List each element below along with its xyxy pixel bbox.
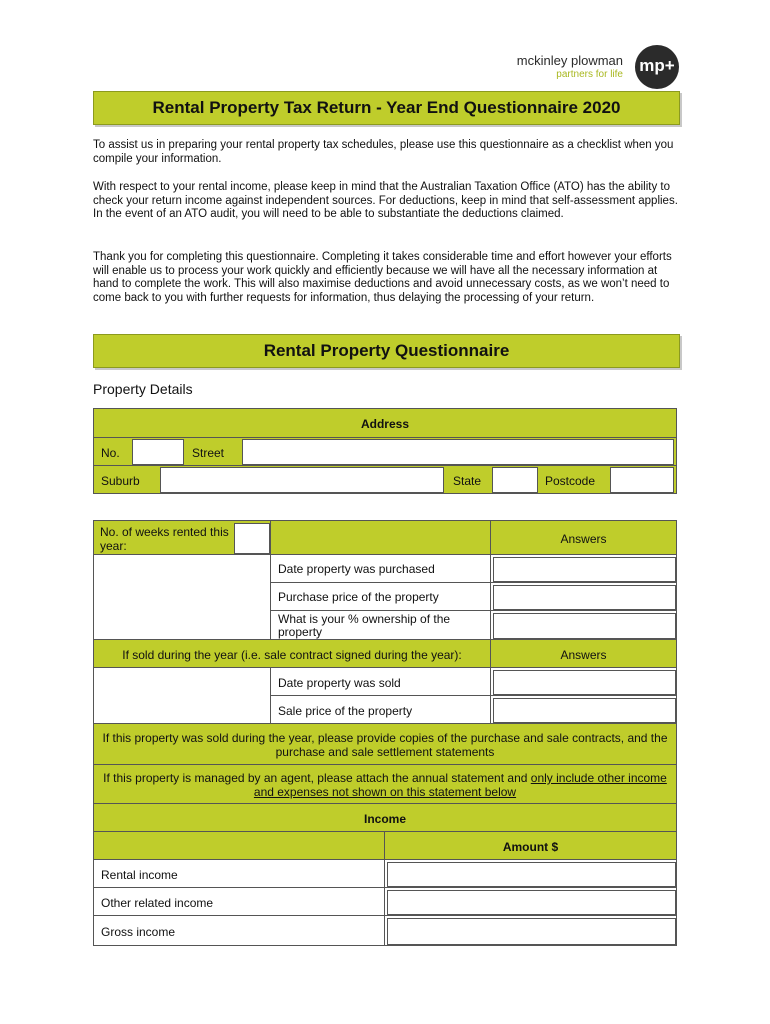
income-row: Other related income: [93, 887, 385, 916]
sold-note: If this property was sold during the year, please provide copies of the purchase and sale contracts, and the purchase and sale settlement statements: [93, 723, 677, 765]
ownership-input[interactable]: [493, 613, 676, 639]
weeks-label: No. of weeks rented this year:: [100, 525, 229, 553]
answer-cell: [490, 582, 677, 611]
section-title-bar: [93, 334, 680, 368]
logo-tagline: partners for life: [556, 69, 623, 80]
logo: [500, 45, 685, 89]
logo-name: mckinley plowman: [516, 53, 623, 68]
page-title: Rental Property Tax Return - Year End Questionnaire 2020: [152, 98, 621, 117]
address-no-label: No.: [101, 446, 120, 460]
income-heading: Income: [363, 812, 406, 826]
address-postcode-label: Postcode: [545, 474, 596, 488]
answer-cell: [490, 667, 677, 696]
agent-note: If this property is managed by an agent, please attach the annual statement and only include other income and expenses not shown on this statement below: [93, 764, 677, 804]
address-state-label: State: [453, 474, 482, 488]
weeks-input[interactable]: [234, 523, 270, 554]
sold-date-input[interactable]: [493, 670, 676, 695]
other-income-input[interactable]: [387, 890, 676, 915]
sold-label: If sold during the year (i.e. sale contract signed during the year):: [122, 648, 462, 662]
answer-cell: [490, 695, 677, 724]
amount-cell: [384, 887, 677, 916]
address-street-label: Street: [192, 446, 225, 460]
section-title: Rental Property Questionnaire: [263, 341, 510, 360]
answers-header-1: Answers: [490, 520, 677, 555]
intro-paragraph-3: Thank you for completing this questionnaire. Completing it takes considerable time and effort however your efforts will enable us to process your work quickly and efficiently because we will have all the necessary information at hand to complete the work. This will also maximise deductions and avoid unnecessary costs, as we won’t need to come back to you with further requests for information, thus delaying the processing of your return.: [93, 251, 672, 304]
sold-header: [93, 639, 491, 668]
income-row: Gross income: [93, 915, 385, 946]
gross-income-input[interactable]: [387, 918, 676, 945]
agent-note-emphasis: only include other income and expenses not shown on this statement below: [253, 771, 667, 799]
intro-paragraph-2: With respect to your rental income, please keep in mind that the Australian Taxation Office (ATO) has the ability to check your return income against independent sources. For deductions, keep in mind that self-assessment applies. In the event of an ATO audit, you will need to be able to substantiate the deductions claimed.: [93, 181, 678, 221]
amount-cell: [384, 859, 677, 888]
income-row: Rental income: [93, 859, 385, 888]
page-title-bar: [93, 91, 680, 125]
address-suburb-input[interactable]: [160, 467, 444, 493]
question-row: Purchase price of the property: [270, 582, 491, 611]
intro-paragraph-1: To assist us in preparing your rental property tax schedules, please use this questionnaire as a checklist when you compile your information.: [93, 139, 674, 165]
purchase-date-input[interactable]: [493, 557, 676, 582]
answer-cell: [490, 610, 677, 640]
purchase-blank-cell: [93, 554, 271, 640]
weeks-label-cell: [93, 520, 271, 555]
address-postcode-input[interactable]: [610, 467, 674, 493]
address-table: [93, 408, 677, 494]
income-blank-header: [93, 831, 385, 860]
logo-mark: mp+: [635, 45, 679, 89]
amount-header: Amount $: [384, 831, 677, 860]
address-suburb-label: Suburb: [101, 474, 140, 488]
sold-blank-cell: [93, 667, 271, 724]
purchase-price-input[interactable]: [493, 585, 676, 610]
question-row: Sale price of the property: [270, 695, 491, 724]
answer-cell: [490, 554, 677, 583]
answers-header-2: Answers: [490, 639, 677, 668]
address-state-input[interactable]: [492, 467, 538, 493]
income-heading-cell: [93, 803, 677, 832]
question-row: Date property was sold: [270, 667, 491, 696]
weeks-blank-cell: [270, 520, 491, 555]
question-row: What is your % ownership of the property: [270, 610, 491, 640]
rental-income-input[interactable]: [387, 862, 676, 887]
sale-price-input[interactable]: [493, 698, 676, 723]
question-row: Date property was purchased: [270, 554, 491, 583]
section-subtitle: Property Details: [93, 381, 193, 397]
address-street-input[interactable]: [242, 439, 674, 465]
amount-cell: [384, 915, 677, 946]
address-no-input[interactable]: [132, 439, 184, 465]
address-heading: Address: [360, 417, 410, 431]
